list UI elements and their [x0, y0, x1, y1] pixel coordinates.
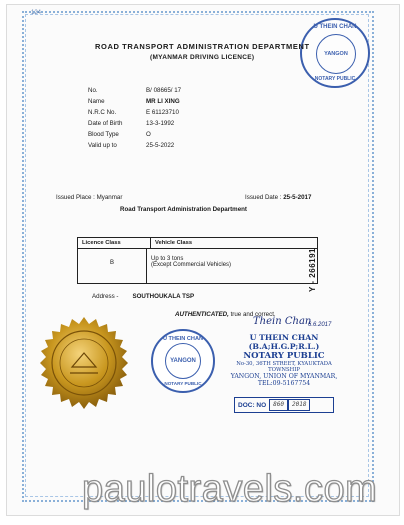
field-label: Date of Birth — [88, 120, 123, 127]
doc-number-label: DOC: NO — [238, 401, 267, 409]
seal-top-city: YANGON — [324, 51, 348, 57]
notary-address-1: No-30, 36TH STREET, KYAUKTADA TOWNSHIP — [236, 361, 332, 373]
header-vehicle-class: Vehicle Class — [155, 240, 193, 246]
document-title: ROAD TRANSPORT ADMINISTRATION DEPARTMENT — [95, 42, 310, 51]
doc-number-value: 860 — [269, 399, 288, 411]
issued-date — [245, 194, 311, 201]
seal-top-title: NOTARY PUBLIC — [314, 76, 356, 82]
notary-seal-top — [300, 18, 370, 88]
authenticated-word: AUTHENTICATED, — [175, 311, 229, 318]
issuing-department: Road Transport Administration Department — [120, 206, 247, 213]
field-value: O — [146, 131, 151, 138]
field-value: 13-3-1992 — [146, 120, 175, 127]
field-label: Valid up to — [88, 142, 117, 149]
field-name — [88, 98, 180, 105]
licence-table-header — [78, 238, 317, 249]
notary-title: NOTARY PUBLIC — [243, 351, 325, 361]
licence-class-value: B — [78, 249, 147, 283]
issued-date-label: Issued Date : — [245, 194, 282, 201]
address — [92, 293, 194, 300]
notary-seal-round — [151, 329, 215, 393]
doc-number-year: 2018 — [288, 399, 310, 411]
issued-place — [56, 194, 122, 201]
seal-top-name: U THEIN CHAN — [313, 24, 357, 30]
field-label: Blood Type — [88, 131, 119, 138]
field-label: Name — [88, 98, 105, 105]
notary-tel: TEL:09-5167754 — [257, 380, 311, 387]
doc-number-stamp — [234, 397, 334, 413]
field-label: No. — [88, 87, 98, 94]
field-value: 25-5-2022 — [146, 142, 175, 149]
notary-address-2: YANGON, UNION OF MYANMAR, — [230, 373, 338, 380]
field-no — [88, 87, 182, 94]
table-row — [78, 249, 317, 283]
field-nrc — [88, 109, 179, 116]
address-label: Address - — [92, 293, 119, 300]
serial-number: Y - 266191 — [308, 248, 317, 292]
field-valid-up-to — [88, 142, 175, 149]
address-value: SOUTHOUKALA TSP — [132, 293, 195, 300]
notary-name: U THEIN CHAN (B.A;H.G.P;R.L.) — [248, 333, 320, 351]
issued-date-value: 25-5-2017 — [283, 194, 312, 201]
seal-mid-title: NOTARY PUBLIC — [164, 381, 202, 386]
header-licence-class: Licence Class — [78, 238, 151, 248]
signature-date: 6.6.2017 — [308, 322, 332, 328]
issued-place-label: Issued Place : — [56, 194, 95, 201]
field-value: B/ 08665/ 17 — [146, 87, 182, 94]
licence-table — [77, 237, 318, 284]
authentication-rest: true and correct. — [228, 311, 276, 318]
notary-signature: Thein Chan — [253, 316, 312, 327]
vehicle-class-value — [147, 249, 317, 283]
vehicle-class-line: (Except Commercial Vehicles) — [151, 262, 232, 268]
vehicle-class-line: Up to 3 tons — [151, 256, 184, 262]
issued-place-value: Myanmar — [96, 194, 123, 201]
page-number: 124 — [31, 10, 42, 16]
field-dob — [88, 120, 175, 127]
notary-stamp — [222, 333, 346, 387]
seal-mid-city: YANGON — [170, 358, 196, 364]
watermark-text: paulotravels.com — [82, 468, 378, 510]
field-value: MR LI XING — [146, 98, 180, 105]
field-label: N.R.C No. — [88, 109, 117, 116]
field-blood-type — [88, 131, 151, 138]
gold-seal-icon — [36, 315, 132, 411]
document-subtitle: (MYANMAR DRIVING LICENCE) — [150, 54, 255, 61]
seal-mid-name: U THEIN CHAN — [162, 336, 204, 342]
field-value: E 61123710 — [146, 109, 179, 116]
